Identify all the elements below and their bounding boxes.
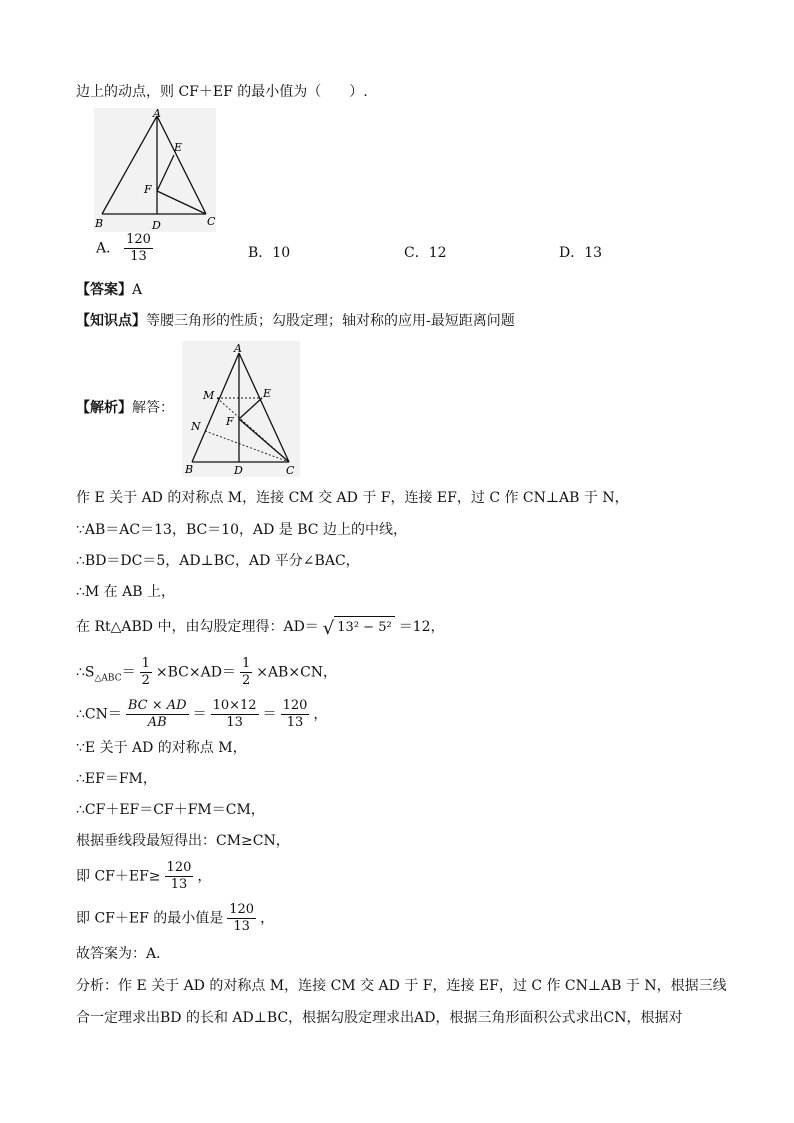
cn-f3-num: 120 bbox=[282, 698, 308, 713]
label-f: F bbox=[144, 183, 152, 196]
cn-eq-1: ＝ bbox=[192, 706, 207, 723]
label-n2: N bbox=[191, 420, 201, 433]
half-num-1: 1 bbox=[141, 656, 150, 671]
area-eq: ＝ bbox=[121, 664, 136, 681]
solution-line-16: 合一定理求出BD 的长和 AD⊥BC，根据勾股定理求出AD，根据三角形面积公式求出CN，根据对 bbox=[76, 1010, 683, 1026]
solution-line-8: ∵E 关于 AD 的对称点 M， bbox=[76, 740, 247, 756]
solution-line-13 bbox=[76, 902, 274, 935]
sqrt-radicand: 13² − 5² bbox=[334, 616, 394, 638]
min-end: ， bbox=[260, 910, 275, 927]
area-prefix: ∴S bbox=[76, 664, 95, 681]
min-den: 13 bbox=[233, 919, 250, 934]
cn-end: ， bbox=[313, 706, 328, 723]
label-b2: B bbox=[185, 463, 194, 476]
ineq-end: ， bbox=[197, 868, 212, 885]
solution-line-11: 根据垂线段最短得出：CM≥CN， bbox=[76, 833, 290, 849]
min-prefix: 即 CF＋EF 的最小值是 bbox=[76, 910, 224, 927]
option-b: B．10 bbox=[248, 245, 291, 261]
pythagoras-result: ＝12， bbox=[398, 619, 445, 635]
label-d2: D bbox=[234, 464, 243, 477]
triangle-figure-1 bbox=[94, 108, 216, 232]
half-fraction-1 bbox=[140, 656, 152, 689]
answer-value: A bbox=[132, 282, 143, 298]
cn-fraction-2 bbox=[211, 698, 259, 731]
knowledge-text: 等腰三角形的性质；勾股定理；轴对称的应用-最短距离问题 bbox=[146, 313, 515, 329]
half-den-2: 2 bbox=[241, 673, 251, 688]
area-end: ×AB×CN， bbox=[256, 664, 338, 681]
cn-f1-num: BC × AD bbox=[127, 698, 187, 713]
solution-line-3: ∴BD＝DC＝5，AD⊥BC，AD 平分∠BAC， bbox=[76, 553, 360, 569]
area-subscript: △ABC bbox=[94, 673, 122, 684]
answer-tag: 【答案】 bbox=[76, 282, 132, 298]
label-c: C bbox=[207, 215, 216, 228]
min-num: 120 bbox=[229, 902, 255, 917]
label-d: D bbox=[152, 219, 161, 232]
triangle-figure-2 bbox=[182, 341, 300, 477]
half-num-2: 1 bbox=[241, 656, 251, 671]
cn-prefix: ∴CN＝ bbox=[76, 706, 122, 723]
knowledge-line bbox=[76, 311, 515, 331]
label-e: E bbox=[174, 141, 183, 154]
solution-line-2: ∵AB＝AC＝13，BC＝10，AD 是 BC 边上的中线， bbox=[76, 522, 407, 538]
ineq-prefix: 即 CF＋EF≥ bbox=[76, 868, 161, 885]
answer-line bbox=[76, 280, 142, 300]
option-a-den: 13 bbox=[130, 249, 147, 264]
cn-f1-den: AB bbox=[147, 715, 167, 730]
ineq-den: 13 bbox=[170, 877, 188, 892]
label-c2: C bbox=[286, 464, 295, 477]
half-fraction-2 bbox=[240, 656, 252, 689]
option-a bbox=[96, 232, 157, 265]
option-c: C．12 bbox=[404, 245, 447, 261]
cn-fraction-1 bbox=[126, 698, 189, 731]
sqrt-expression: √ 13² − 5² bbox=[323, 616, 395, 638]
label-b: B bbox=[95, 217, 104, 230]
option-a-num: 120 bbox=[126, 232, 151, 247]
analysis-lead bbox=[76, 398, 174, 418]
solution-line-4: ∴M 在 AB 上， bbox=[76, 584, 175, 600]
pythagoras-prefix: 在 Rt△ABD 中，由勾股定理得：AD＝ bbox=[76, 619, 319, 635]
label-f2: F bbox=[226, 415, 234, 428]
solution-line-1: 作 E 关于 AD 的对称点 M，连接 CM 交 AD 于 F，连接 EF，过 C 作 CN⊥AB 于 N， bbox=[76, 490, 629, 506]
min-fraction bbox=[227, 902, 256, 935]
area-mid: ×BC×AD＝ bbox=[155, 664, 236, 681]
cn-eq-2: ＝ bbox=[262, 706, 277, 723]
half-den-1: 2 bbox=[141, 673, 150, 688]
cn-fraction-3 bbox=[281, 698, 310, 731]
cn-f2-den: 13 bbox=[226, 715, 243, 730]
knowledge-tag: 【知识点】 bbox=[76, 313, 146, 329]
option-d: D．13 bbox=[559, 245, 603, 261]
solution-line-12 bbox=[76, 860, 211, 893]
analysis-tag: 【解析】 bbox=[76, 400, 132, 416]
cn-f2-num: 10×12 bbox=[212, 698, 257, 713]
label-e2: E bbox=[263, 387, 272, 400]
label-a2: A bbox=[234, 342, 242, 355]
option-a-fraction bbox=[124, 232, 153, 265]
solution-line-5 bbox=[76, 616, 445, 638]
label-m2: M bbox=[203, 389, 215, 402]
label-a: A bbox=[153, 108, 161, 120]
solution-line-9: ∴EF＝FM， bbox=[76, 771, 157, 787]
option-a-label: A． bbox=[96, 240, 121, 257]
ineq-fraction bbox=[165, 860, 194, 893]
ineq-num: 120 bbox=[166, 860, 192, 875]
solution-line-10: ∴CF＋EF＝CF＋FM＝CM， bbox=[76, 802, 265, 818]
cn-f3-den: 13 bbox=[286, 715, 304, 730]
analysis-lead-text: 解答： bbox=[132, 400, 174, 416]
solution-line-7 bbox=[76, 698, 327, 731]
solution-line-15: 分析：作 E 关于 AD 的对称点 M，连接 CM 交 AD 于 F，连接 EF，过 C 作 CN⊥AB 于 N，根据三线 bbox=[76, 978, 727, 994]
solution-line-6 bbox=[76, 656, 337, 689]
solution-line-14: 故答案为：A． bbox=[76, 946, 171, 962]
question-text: 边上的动点，则 CF＋EF 的最小值为（ ）. bbox=[76, 84, 368, 100]
